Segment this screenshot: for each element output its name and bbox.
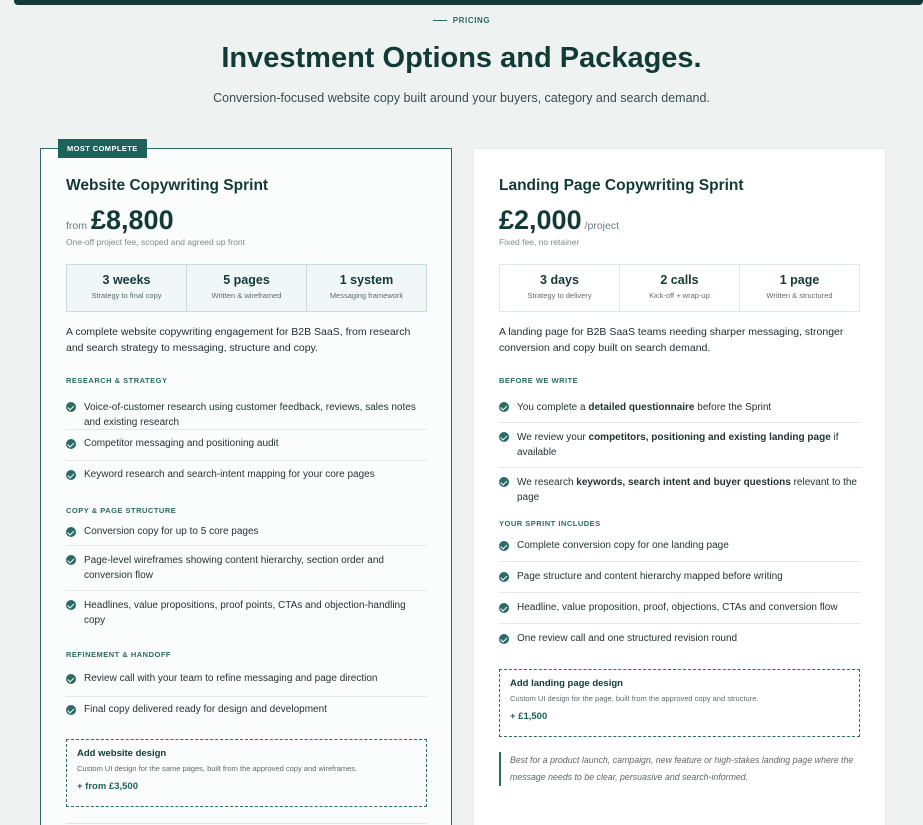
stat-value: 3 days [540, 273, 579, 287]
feature-item [499, 468, 860, 512]
feature-item [499, 593, 860, 624]
section-heading: YOUR SPRINT INCLUDES [499, 519, 601, 528]
feature-text-pre: You complete a [517, 402, 589, 413]
section-heading: COPY & PAGE STRUCTURE [66, 506, 177, 515]
feature-item [499, 562, 860, 593]
feature-text: Keyword research and search-intent mapping for your core pages [84, 469, 375, 480]
plan-description: A complete website copywriting engagement for B2B SaaS, from research and search strategy to messaging, structure and copy. [66, 326, 411, 354]
section-heading: REFINEMENT & HANDOFF [66, 650, 171, 659]
section-refinement-handoff [66, 650, 427, 725]
page-subtitle: Conversion-focused website copy built around your buyers, category and search demand. [213, 91, 710, 105]
stat-value: 2 calls [660, 273, 699, 287]
stat-value: 1 system [339, 273, 394, 287]
plan-description: A landing page for B2B SaaS teams needing sharper messaging, stronger conversion and copy built on search demand. [499, 326, 844, 354]
feature-text-post: if available [517, 432, 839, 458]
feature-text: Conversion copy for up to 5 core pages [84, 526, 259, 537]
section-sprint-includes [499, 519, 860, 654]
section-before-we-write [499, 376, 860, 512]
addon-description: Custom UI design for the same pages, built from the approved copy and wireframes. [77, 764, 358, 773]
feature-item [66, 461, 427, 491]
eyebrow-dash [433, 20, 447, 21]
price-note: One-off project fee, scoped and agreed up front [66, 237, 245, 247]
divider [66, 823, 427, 824]
check-icon [499, 402, 509, 412]
feature-item [66, 392, 427, 430]
addon-price: + £1,500 [510, 711, 548, 722]
price-value: £8,800 [91, 205, 174, 235]
stat-calls [620, 265, 740, 311]
feature-item [66, 591, 427, 635]
feature-text: Complete conversion copy for one landing page [517, 540, 729, 551]
feature-item [499, 533, 860, 562]
check-icon [66, 470, 76, 480]
feature-text-pre: We research [517, 477, 577, 488]
stat-value: 3 weeks [102, 273, 151, 287]
stat-page [740, 265, 859, 311]
stat-value: 1 page [779, 273, 820, 287]
stats-strip [66, 264, 427, 312]
feature-text: One review call and one structured revision round [517, 633, 738, 644]
stat-label: Written & wireframed [211, 291, 282, 300]
feature-text: Page-level wireframes showing content hierarchy, section order and conversion flow [84, 555, 384, 581]
feature-text: Voice-of-customer research using customer feedback, reviews, sales notes and existing research [84, 402, 416, 428]
section-eyebrow [0, 16, 923, 25]
price-note: Fixed fee, no retainer [499, 237, 580, 247]
eyebrow-label: PRICING [452, 16, 491, 25]
plan-fit-note: Best for a product launch, campaign, new feature or high-stakes landing page where the message needs to be clear, persuasive and search-informed. [499, 752, 860, 786]
check-icon [499, 572, 509, 582]
feature-text-bold: competitors, positioning and existing landing page [588, 432, 831, 443]
most-complete-badge: MOST COMPLETE [58, 139, 147, 158]
feature-text-bold: keywords, search intent and buyer questions [576, 477, 791, 488]
addon-price: + from £3,500 [77, 781, 138, 792]
plan-card-website [40, 144, 452, 825]
feature-item [499, 624, 860, 654]
section-copy-structure [66, 506, 427, 635]
check-icon [66, 402, 76, 412]
check-icon [66, 527, 76, 537]
feature-text: Competitor messaging and positioning audit [84, 438, 279, 449]
price-suffix: /project [584, 220, 620, 232]
check-icon [66, 600, 76, 610]
check-icon [66, 555, 76, 565]
addon-description: Custom UI design for the page, built from the approved copy and structure. [510, 694, 759, 703]
stat-value: 5 pages [223, 273, 270, 287]
feature-item [66, 697, 427, 725]
stat-label: Written & structured [766, 291, 833, 300]
price-row [66, 205, 174, 236]
feature-item [66, 430, 427, 461]
plan-title: Website Copywriting Sprint [66, 177, 269, 194]
check-icon [499, 541, 509, 551]
stat-label: Strategy to delivery [527, 291, 592, 300]
page-title: Investment Options and Packages. [221, 42, 702, 74]
feature-item [66, 546, 427, 591]
section-heading: BEFORE WE WRITE [499, 376, 579, 385]
check-icon [499, 432, 509, 442]
feature-item [66, 520, 427, 546]
addon-website-design[interactable] [66, 739, 427, 807]
check-icon [66, 674, 76, 684]
plan-card-landing-page [473, 148, 886, 825]
stat-label: Strategy to final copy [91, 291, 162, 300]
feature-text-pre: We review your [517, 432, 589, 443]
check-icon [66, 705, 76, 715]
feature-text-post: relevant to the page [517, 477, 857, 503]
check-icon [66, 439, 76, 449]
price-prefix: from [66, 220, 87, 232]
section-research-strategy [66, 376, 427, 491]
addon-title: Add website design [77, 748, 167, 759]
addon-landing-page-design[interactable] [499, 669, 860, 737]
stats-strip [499, 264, 860, 312]
check-icon [499, 477, 509, 487]
feature-item [499, 423, 860, 468]
feature-text-post: before the Sprint [694, 402, 772, 413]
stat-duration [500, 265, 620, 311]
plan-title: Landing Page Copywriting Sprint [499, 177, 744, 194]
addon-title: Add landing page design [510, 678, 623, 689]
stat-system [307, 265, 426, 311]
feature-text: Final copy delivered ready for design and development [84, 704, 327, 715]
check-icon [499, 634, 509, 644]
price-value: £2,000 [499, 205, 582, 235]
feature-text: Headlines, value propositions, proof points, CTAs and objection-handling copy [84, 600, 406, 626]
feature-text: Review call with your team to refine messaging and page direction [84, 673, 378, 684]
feature-text-bold: detailed questionnaire [588, 402, 695, 413]
feature-text: Page structure and content hierarchy mapped before writing [517, 571, 783, 582]
price-row [499, 205, 619, 236]
section-heading: RESEARCH & STRATEGY [66, 376, 168, 385]
feature-item [66, 665, 427, 697]
feature-text: Headline, value proposition, proof, objections, CTAs and conversion flow [517, 602, 838, 613]
stat-duration [67, 265, 187, 311]
feature-item [499, 392, 860, 423]
stat-pages [187, 265, 307, 311]
stat-label: Kick-off + wrap-up [649, 291, 710, 300]
check-icon [499, 603, 509, 613]
top-accent-bar [14, 0, 923, 5]
stat-label: Messaging framework [329, 291, 404, 300]
